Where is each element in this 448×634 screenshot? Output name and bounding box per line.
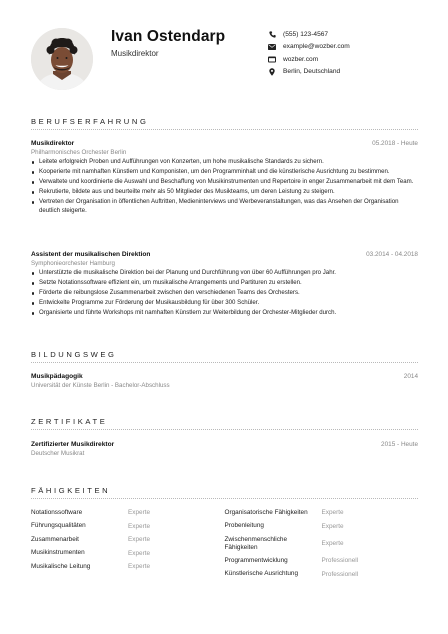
- job-bullet: Vertreten der Organisation in öffentlichen Auftritten, Medieninterviews und Werbeveranstaltungen, was das Ansehen der Organisation deutlich steigerte.: [31, 198, 419, 215]
- skill-item: [31, 560, 225, 574]
- job-bullet: Rekrutierte, bildete aus und beurteilte mehr als 50 Mitglieder des Musikteams, um deren Leistung zu steigern.: [31, 188, 419, 197]
- job-bullet: Unterstützte die musikalische Direktion bei der Planung und Durchführung von über 60 Aufführungen pro Jahr.: [31, 269, 419, 278]
- job-bullet: Kooperierte mit namhaften Künstlern und Komponisten, um den Programminhalt und die künstlerische Ausrichtung zu bestimmen.: [31, 168, 419, 177]
- contact-phone-text: (555) 123-4567: [283, 30, 329, 38]
- section-divider: [31, 362, 418, 363]
- skill-name: Probenleitung: [224, 522, 264, 530]
- phone-icon: [268, 30, 276, 38]
- section-divider: [31, 498, 418, 499]
- job-dates: 05.2018 - Heute: [372, 140, 418, 147]
- skill-name: Musikalische Leitung: [31, 562, 91, 570]
- skill-level: Experte: [128, 522, 151, 530]
- skill-level: Experte: [321, 522, 344, 530]
- certificate-title: Zertifizierter Musikdirektor: [31, 441, 115, 448]
- skill-level: Experte: [321, 540, 344, 547]
- job-title: Assistent der musikalischen Direktion: [31, 251, 151, 258]
- skill-name: Künstlerische Ausrichtung: [224, 570, 299, 578]
- contact-list: [268, 28, 428, 78]
- skill-item: [225, 568, 419, 582]
- skill-level: Experte: [128, 549, 151, 557]
- job-dates: 03.2014 - 04.2018: [366, 251, 418, 258]
- job-bullet: Leitete erfolgreich Proben und Aufführungen von Konzerten, um hohe musikalische Standards zu sichern.: [31, 158, 419, 167]
- skill-item: [31, 520, 225, 534]
- skill-level: Professionell: [321, 557, 359, 565]
- skill-item: [225, 506, 419, 520]
- job-company: Symphonieorchester Hamburg: [31, 260, 115, 267]
- job-bullets: [31, 158, 419, 217]
- contact-website-text: wozber.com: [283, 55, 319, 63]
- skill-name: Führungsqualitäten: [31, 522, 86, 530]
- job-company: Philharmonisches Orchester Berlin: [31, 149, 127, 156]
- education-institution: Universität der Künste Berlin - Bachelor-Abschluss: [31, 382, 170, 389]
- section-divider: [31, 429, 418, 430]
- education-heading: BILDUNGSWEG: [31, 350, 117, 359]
- skills-column-left: [31, 506, 225, 581]
- contact-website: [268, 53, 428, 65]
- contact-location-text: Berlin, Deutschland: [283, 68, 341, 76]
- certificate-date: 2015 - Heute: [381, 441, 418, 448]
- skill-level: Experte: [128, 563, 151, 571]
- job-bullet: Organisierte und führte Workshops mit namhaften Künstlern zur Weiterbildung der Orchester-Mitglieder durch.: [31, 309, 419, 318]
- skill-item: [31, 533, 225, 547]
- job-bullets: [31, 269, 419, 319]
- link-icon: [268, 55, 276, 63]
- email-icon: [268, 43, 276, 51]
- avatar: [31, 28, 93, 90]
- contact-email-text: example@wozber.com: [283, 43, 350, 51]
- contact-location: [268, 65, 428, 77]
- skill-item: [225, 520, 419, 534]
- section-divider: [31, 129, 418, 130]
- contact-phone: [268, 28, 428, 40]
- job-title: Musikdirektor: [31, 140, 75, 147]
- skill-level: Experte: [128, 509, 151, 517]
- job-bullet: Entwickelte Programme zur Förderung der Musikausbildung für über 300 Schüler.: [31, 299, 419, 308]
- contact-email: [268, 40, 428, 52]
- skills-heading: FÄHIGKEITEN: [31, 486, 111, 495]
- skill-level: Experte: [128, 536, 151, 544]
- skill-item: [31, 547, 225, 561]
- experience-heading: BERUFSERFAHRUNG: [31, 117, 149, 126]
- skill-item: [225, 533, 419, 554]
- job-bullet: Verwaltete und koordinierte die Auswahl und Beschaffung von Musikinstrumenten und Repertoire in enger Zusammenarbeit mit dem Team.: [31, 178, 419, 187]
- skill-item: [31, 506, 225, 520]
- skill-level: Professionell: [321, 570, 359, 578]
- skill-name: Musikinstrumenten: [31, 549, 85, 557]
- location-pin-icon: [268, 68, 276, 76]
- skill-name: Organisatorische Fähigkeiten: [224, 508, 308, 516]
- skill-name: Notationssoftware: [31, 508, 83, 516]
- job-bullet: Setzte Notationssoftware effizient ein, um musikalische Arrangements und Partituren zu erstellen.: [31, 279, 419, 288]
- skill-name: Programmentwicklung: [224, 556, 288, 564]
- education-title: Musikpädagogik: [31, 373, 83, 380]
- skill-item: [225, 554, 419, 568]
- skill-level: Experte: [321, 509, 344, 517]
- skills-column-right: [225, 506, 419, 581]
- candidate-title: Musikdirektor: [111, 49, 159, 58]
- certificates-heading: ZERTIFIKATE: [31, 417, 108, 426]
- certificate-issuer: Deutscher Musikrat: [31, 450, 85, 457]
- education-date: 2014: [403, 373, 418, 380]
- skill-name: Zwischenmenschliche Fähigkeiten: [224, 535, 288, 551]
- skill-name: Zusammenarbeit: [31, 535, 79, 543]
- job-bullet: Förderte die reibungslose Zusammenarbeit zwischen den verschiedenen Teams des Orchesters.: [31, 289, 419, 298]
- candidate-name: Ivan Ostendarp: [111, 28, 226, 45]
- skills-grid: [31, 506, 418, 581]
